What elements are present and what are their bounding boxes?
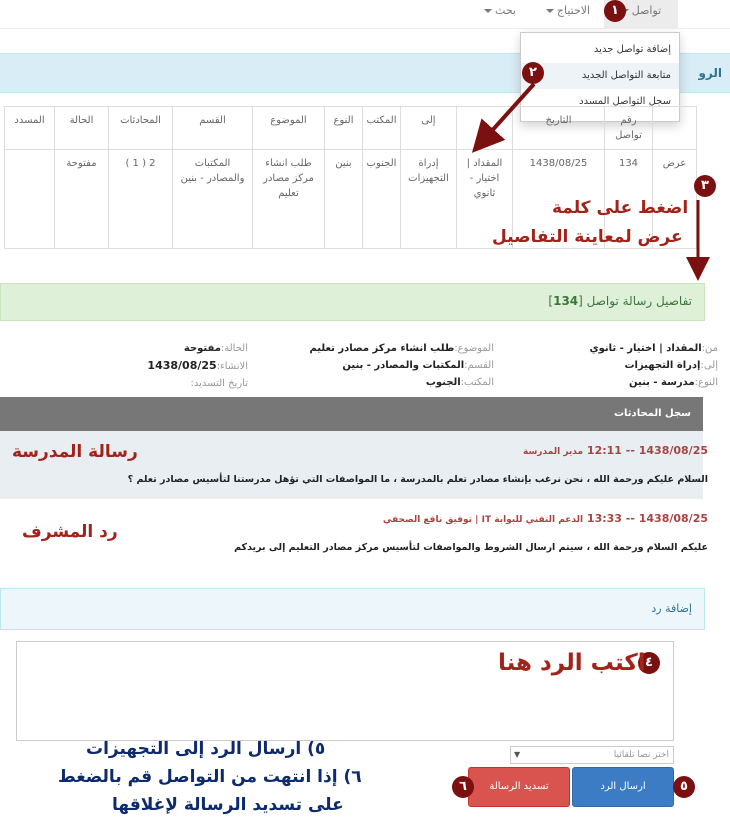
table-header-cell[interactable]: المحادثات xyxy=(109,107,173,150)
send-reply-button[interactable]: ارسال الرد xyxy=(572,767,674,807)
step-badge-1: ١ xyxy=(604,0,626,22)
step-badge-2: ٢ xyxy=(522,62,544,84)
annotation-send-note: ٥) ارسال الرد إلى التجهيزات xyxy=(86,739,326,759)
table-header-cell[interactable]: المكتب xyxy=(363,107,401,150)
message-datetime: 1438/08/25 -- 12:11 xyxy=(586,444,708,457)
step-badge-3: ٣ xyxy=(694,175,716,197)
table-header-cell[interactable]: القسم xyxy=(173,107,253,150)
table-cell-status: مفتوحة xyxy=(55,150,109,249)
meta-office-key: المكتب: xyxy=(460,377,494,388)
table-header-cell[interactable]: الحالة xyxy=(55,107,109,150)
menu-item-add-contact[interactable]: إضافة تواصل جديد xyxy=(593,44,671,55)
step-badge-6: ٦ xyxy=(452,776,474,798)
message-author: مدير المدرسة xyxy=(523,447,584,457)
meta-from-value: المقداد | اختيار - ثانوي xyxy=(589,343,702,354)
table-cell-dept: المكتبات والمصادر - بنين xyxy=(173,150,253,249)
details-number: 134 xyxy=(553,294,579,308)
table-header-cell[interactable]: المسدد xyxy=(5,107,55,150)
annotation-close-note-line2: على تسديد الرسالة لإغلاقها xyxy=(112,795,344,815)
table-cell-office: الجنوب xyxy=(363,150,401,249)
meta-status-value: مفتوحة xyxy=(183,343,221,354)
table-cell-to: إدراة التجهيزات xyxy=(401,150,457,249)
message-body: السلام عليكم ورحمة الله ، نحن نرغب بإنشاء مصادر تعلم بالمدرسة ، ما المواصفات التي تؤهل مدرستنا لتأسيس مصادر تعلم ؟ xyxy=(127,474,708,485)
reply-panel-title: إضافة رد xyxy=(651,602,692,615)
meta-to-value: إدراة التجهيزات xyxy=(624,360,701,371)
meta-paid-key: تاريخ التسديد: xyxy=(190,378,248,389)
annotation-click-line1: اضغط على كلمة xyxy=(552,198,689,218)
meta-dept-key: القسم: xyxy=(464,360,494,371)
message-body: عليكم السلام ورحمة الله ، سيتم ارسال الشروط والمواصفات لتأسيس مركز مصادر التعليم إلى بريدكم xyxy=(234,542,708,553)
meta-status-key: الحالة: xyxy=(220,343,248,354)
meta-type-key: النوع: xyxy=(694,377,718,388)
message-datetime: 1438/08/25 -- 13:33 xyxy=(586,512,708,525)
table-cell-number: 134 xyxy=(605,150,653,249)
arrow-to-dropdown xyxy=(480,84,534,144)
table-header-cell[interactable]: النوع xyxy=(325,107,363,150)
annotation-school-message: رسالة المدرسة xyxy=(12,442,138,462)
meta-subject-value: طلب انشاء مركز مصادر تعليم xyxy=(309,343,455,354)
table-header-cell[interactable]: التاريخ xyxy=(513,107,605,150)
conversation-log-title: سجل المحادثات xyxy=(614,408,691,419)
nav-item-search-label: بحث xyxy=(495,4,516,17)
meta-created-value: 1438/08/25 xyxy=(147,359,217,372)
view-link[interactable]: عرض xyxy=(653,150,697,249)
table-cell-date: 1438/08/25 xyxy=(513,150,605,249)
table-header-cell[interactable]: رقم تواصل xyxy=(605,107,653,150)
annotation-click-line2: عرض لمعاينة التفاصيل xyxy=(492,227,683,247)
annotation-close-note-line1: ٦) إذا انتهت من التواصل قم بالضغط xyxy=(58,767,362,787)
menu-item-closed-contacts[interactable]: سجل التواصل المسدد xyxy=(579,96,671,107)
chevron-down-icon: ▼ xyxy=(514,750,521,759)
table-cell-from: المقداد | اختيار - ثانوي xyxy=(457,150,513,249)
nav-item-contact-label: تواصل xyxy=(631,4,662,17)
table-header-cell[interactable]: الموضوع xyxy=(253,107,325,150)
page-header-title: الرو xyxy=(698,66,722,80)
step-badge-4: ٤ xyxy=(638,652,660,674)
close-message-button[interactable]: تسديد الرسالة xyxy=(468,767,570,807)
meta-dept-value: المكتبات والمصادر - بنين xyxy=(342,360,465,371)
table-cell-type: بنين xyxy=(325,150,363,249)
meta-from-key: من: xyxy=(701,343,718,354)
message-author: الدعم التقني للبوابة IT | توفيق نافع الصحفي xyxy=(382,515,584,525)
step-badge-5: ٥ xyxy=(673,776,695,798)
annotation-supervisor-reply: رد المشرف xyxy=(22,522,118,542)
table-cell-subject: طلب انشاء مركز مصادر تعليم xyxy=(253,150,325,249)
meta-to-key: إلى: xyxy=(700,360,718,371)
table-header-cell[interactable]: إلى xyxy=(401,107,457,150)
meta-subject-key: الموضوع: xyxy=(454,343,494,354)
details-title-text: تفاصيل رسالة تواصل [ xyxy=(578,294,692,308)
meta-created-key: الانشاء: xyxy=(216,361,248,372)
meta-office-value: الجنوب xyxy=(425,377,461,388)
nav-item-needs-label: الاحتياج xyxy=(556,4,591,17)
menu-item-follow-contact[interactable]: متابعة التواصل الجديد xyxy=(521,63,679,89)
auto-text-select-value: اختر نصا تلقائيا xyxy=(613,750,669,760)
meta-type-value: مدرسة - بنين xyxy=(628,377,695,388)
annotation-write-reply: اكتب الرد هنا xyxy=(498,650,646,676)
table-cell-conversations: 2 ( 1 ) xyxy=(109,150,173,249)
details-title-end: ] xyxy=(548,294,554,308)
